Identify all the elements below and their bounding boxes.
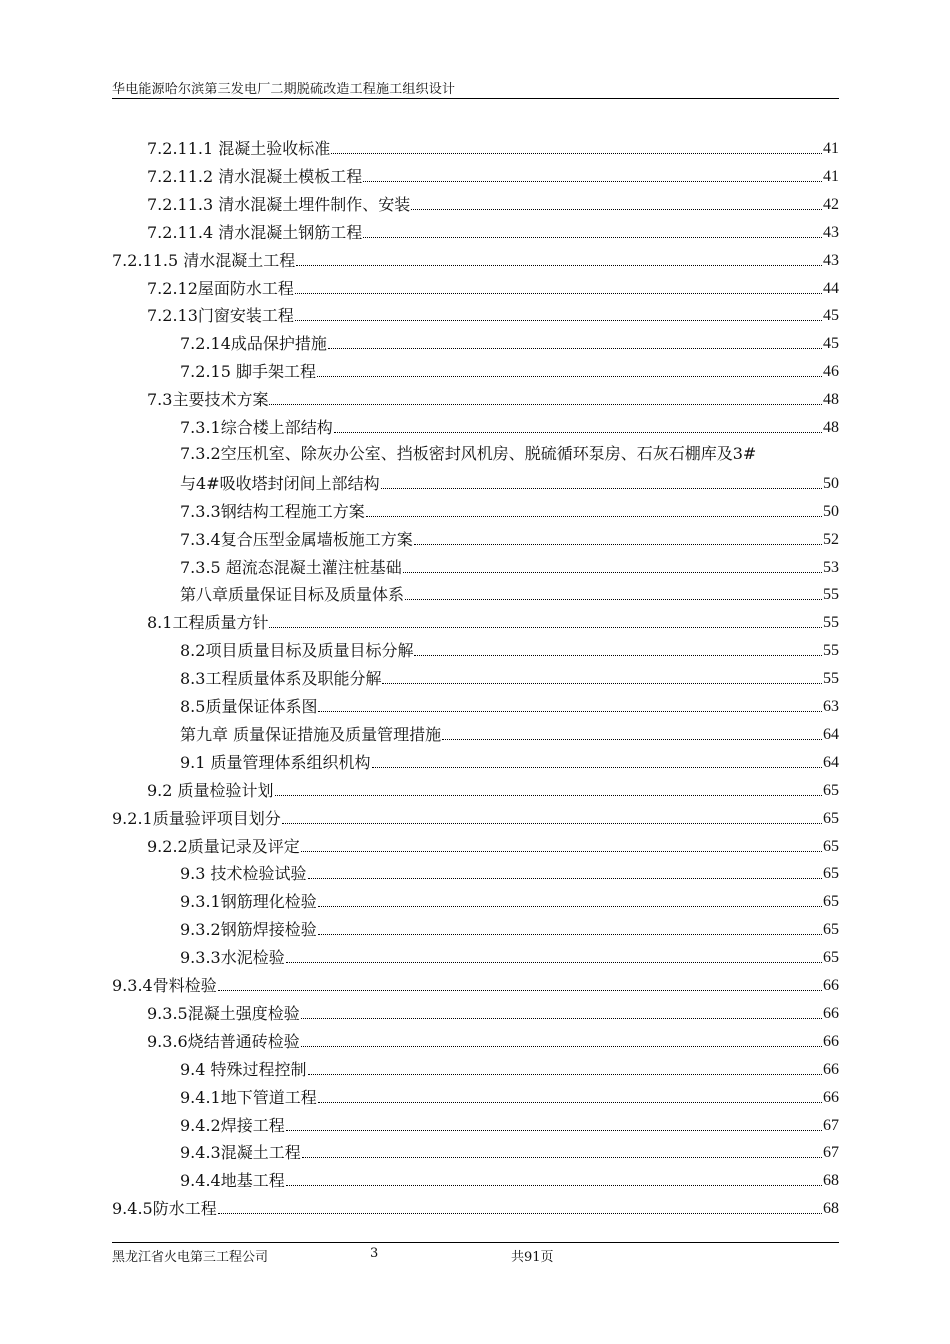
toc-entry-text: 9.4.1地下管道工程 [180, 1087, 317, 1107]
toc-entry[interactable] [147, 164, 839, 188]
toc-dot-leader [269, 403, 822, 405]
toc-dot-leader [318, 1101, 822, 1103]
toc-entry-text: 9.2.2质量记录及评定 [147, 836, 300, 856]
toc-entry-text: 9.2.1质量验评项目划分 [112, 808, 281, 828]
toc-entry-text: 9.3.2钢筋焊接检验 [180, 920, 317, 940]
toc-page-number: 42 [823, 195, 839, 213]
toc-entry-text: 9.3.6烧结普通砖检验 [147, 1031, 300, 1051]
toc-entry-text: 9.3 技术检验试验 [180, 864, 307, 884]
toc-page-number: 43 [823, 223, 839, 241]
toc-entry-text: 7.3.5 超流态混凝土灌注桩基础 [180, 557, 402, 577]
toc-page-number: 43 [823, 251, 839, 269]
toc-dot-leader [328, 347, 822, 349]
toc-entry-text: 9.2 质量检验计划 [147, 780, 274, 800]
toc-page-number: 44 [823, 279, 839, 297]
toc-page-number: 45 [823, 335, 839, 353]
toc-entry[interactable] [147, 192, 839, 216]
toc-entry[interactable] [180, 917, 839, 941]
toc-dot-leader [334, 431, 822, 433]
toc-entry[interactable] [180, 750, 839, 774]
toc-entry[interactable] [180, 722, 839, 746]
toc-page-number: 66 [823, 1088, 839, 1106]
toc-entry-text: 7.3.4复合压型金属墙板施工方案 [180, 529, 413, 549]
header-rule [112, 98, 839, 99]
footer-page-number: 3 [370, 1246, 379, 1261]
toc-entry-text: 7.2.11.1 混凝土验收标准 [147, 139, 331, 158]
toc-page-number: 48 [823, 391, 839, 409]
toc-page-number: 55 [823, 670, 839, 688]
toc-page-number: 65 [823, 921, 839, 939]
toc-dot-leader [301, 1045, 822, 1047]
toc-dot-leader [218, 989, 822, 991]
toc-entry-text: 9.4.2焊接工程 [180, 1115, 285, 1135]
toc-entry-text: 8.5质量保证体系图 [180, 697, 318, 716]
toc-entry-text: 7.2.13门窗安装工程 [147, 306, 294, 326]
toc-entry-text: 7.2.11.2 清水混凝土模板工程 [147, 166, 363, 186]
toc-dot-leader [295, 319, 822, 321]
toc-entry-text: 9.4 特殊过程控制 [180, 1059, 307, 1079]
toc-dot-leader [296, 264, 822, 266]
toc-page-number: 48 [823, 419, 839, 436]
toc-page-number: 67 [823, 1116, 839, 1134]
toc-entry-text: 7.3主要技术方案 [147, 390, 269, 410]
toc-page-number: 41 [823, 167, 839, 185]
toc-entry[interactable] [180, 331, 839, 355]
toc-entry[interactable] [180, 555, 839, 579]
toc-entry[interactable] [147, 1001, 839, 1025]
footer-total-pages: 共91页 [511, 1250, 554, 1265]
toc-dot-leader [442, 738, 822, 740]
toc-entry[interactable] [180, 1140, 839, 1164]
toc-entry[interactable] [112, 248, 839, 272]
toc-page-number: 46 [823, 363, 839, 381]
toc-page-number: 66 [823, 1004, 839, 1022]
toc-page-number: 41 [823, 140, 839, 157]
toc-entry[interactable] [180, 499, 839, 523]
toc-entry[interactable] [147, 834, 839, 858]
toc-dot-leader [318, 933, 822, 935]
toc-dot-leader [382, 682, 822, 684]
toc-dot-leader [331, 152, 822, 154]
toc-dot-leader [318, 710, 822, 712]
toc-page-number: 68 [823, 1200, 839, 1218]
toc-entry[interactable] [147, 387, 839, 411]
toc-entry-text: 9.4.3混凝土工程 [180, 1143, 301, 1163]
toc-page-number: 65 [823, 809, 839, 827]
toc-dot-leader [286, 1129, 822, 1131]
toc-dot-leader [308, 877, 822, 879]
toc-page-number: 67 [823, 1144, 839, 1162]
toc-dot-leader [301, 1017, 822, 1019]
toc-entry[interactable] [180, 582, 839, 606]
page-header: 华电能源哈尔滨第三发电厂二期脱硫改造工程施工组织设计 [112, 82, 456, 97]
toc-entry-text: 9.4.5防水工程 [112, 1199, 217, 1219]
toc-entry-text: 7.3.3钢结构工程施工方案 [180, 501, 365, 521]
toc-entry[interactable] [147, 276, 839, 300]
toc-entry[interactable] [180, 415, 839, 439]
toc-dot-leader [403, 571, 822, 573]
footer-rule [112, 1242, 839, 1243]
toc-entry-text: 7.2.11.3 清水混凝土埋件制作、安装 [147, 194, 411, 214]
toc-entry-text: 7.2.11.4 清水混凝土钢筋工程 [147, 222, 363, 242]
toc-dot-leader [363, 236, 822, 238]
toc-page-number: 65 [823, 893, 839, 911]
toc-page-number: 68 [823, 1172, 839, 1190]
toc-entry[interactable] [180, 945, 839, 969]
toc-dot-leader [405, 598, 822, 600]
toc-entry-text-line1: 7.3.2空压机室、除灰办公室、挡板密封风机房、脱硫循环泵房、石灰石棚库及3# [180, 443, 757, 463]
toc-dot-leader [286, 1184, 822, 1186]
toc-entry[interactable] [180, 889, 839, 913]
toc-entry[interactable] [112, 806, 839, 830]
toc-entry[interactable] [180, 638, 839, 662]
toc-entry[interactable] [180, 1113, 839, 1137]
toc-entry-text: 第九章 质量保证措施及质量管理措施 [180, 724, 442, 744]
toc-dot-leader [366, 515, 822, 517]
toc-entry-text: 9.1 质量管理体系组织机构 [180, 752, 371, 772]
toc-page-number: 45 [823, 307, 839, 325]
toc-entry[interactable] [147, 220, 839, 244]
toc-page-number: 50 [823, 502, 839, 520]
toc-dot-leader [411, 208, 822, 210]
toc-dot-leader [286, 961, 822, 963]
toc-dot-leader [302, 1156, 822, 1158]
toc-entry[interactable] [180, 1057, 839, 1081]
toc-page-number: 65 [823, 949, 839, 967]
toc-entry-text: 第八章质量保证目标及质量体系 [180, 585, 405, 605]
toc-page-number: 52 [823, 530, 839, 548]
toc-dot-leader [282, 822, 822, 824]
toc-page-number: 64 [823, 753, 839, 771]
toc-dot-leader [381, 487, 822, 489]
toc-entry[interactable] [112, 1196, 839, 1220]
toc-entry-text: 8.2项目质量目标及质量目标分解 [180, 641, 414, 661]
toc-entry-text: 7.3.1综合楼上部结构 [180, 418, 333, 437]
toc-dot-leader [414, 654, 822, 656]
toc-entry-text: 8.1工程质量方针 [147, 613, 269, 633]
toc-entry[interactable] [180, 471, 839, 495]
toc-page-number: 55 [823, 586, 839, 604]
toc-entry[interactable] [147, 610, 839, 634]
toc-dot-leader [301, 850, 822, 852]
toc-page-number: 64 [823, 725, 839, 743]
toc-dot-leader [317, 375, 822, 377]
toc-entry[interactable] [112, 973, 839, 997]
toc-page-number: 55 [823, 614, 839, 632]
toc-entry[interactable] [147, 1029, 839, 1053]
toc-dot-leader [295, 292, 822, 294]
toc-entry-text: 9.3.4骨料检验 [112, 976, 217, 995]
toc-page-number: 66 [823, 977, 839, 994]
toc-entry-text: 与4#吸收塔封闭间上部结构 [180, 473, 380, 493]
toc-entry-text: 9.3.5混凝土强度检验 [147, 1003, 300, 1023]
toc-entry[interactable] [180, 1168, 839, 1192]
toc-dot-leader [269, 626, 822, 628]
toc-entry-text: 7.2.12屋面防水工程 [147, 278, 294, 298]
toc-entry[interactable] [180, 666, 839, 690]
toc-entry-text: 8.3工程质量体系及职能分解 [180, 669, 382, 689]
toc-entry[interactable] [180, 527, 839, 551]
toc-entry[interactable] [147, 778, 839, 802]
toc-entry-text: 7.2.15 脚手架工程 [180, 362, 316, 382]
toc-entry-text: 9.4.4地基工程 [180, 1171, 285, 1191]
toc-entry[interactable] [180, 694, 839, 718]
toc-dot-leader [275, 794, 822, 796]
toc-page-number: 66 [823, 1032, 839, 1050]
toc-page-number: 66 [823, 1060, 839, 1078]
toc-page-number: 50 [823, 474, 839, 492]
toc-entry[interactable] [180, 861, 839, 885]
toc-dot-leader [318, 905, 822, 907]
toc-entry-text: 7.2.11.5 清水混凝土工程 [112, 250, 296, 270]
toc-dot-leader [372, 766, 822, 768]
toc-page-number: 55 [823, 642, 839, 660]
toc-entry-text: 9.3.1钢筋理化检验 [180, 892, 317, 912]
toc-dot-leader [218, 1212, 822, 1214]
toc-entry[interactable] [180, 359, 839, 383]
toc-dot-leader [414, 543, 822, 545]
toc-dot-leader [308, 1073, 822, 1075]
footer-company: 黑龙江省火电第三工程公司 [112, 1250, 269, 1265]
toc-dot-leader [363, 180, 822, 182]
toc-page-number: 63 [823, 698, 839, 715]
toc-entry[interactable] [147, 303, 839, 327]
toc-page-number: 65 [823, 837, 839, 855]
toc-page-number: 53 [823, 558, 839, 576]
toc-entry-text: 9.3.3水泥检验 [180, 948, 285, 968]
toc-page-number: 65 [823, 865, 839, 883]
toc-entry[interactable] [180, 1085, 839, 1109]
toc-entry-text: 7.2.14成品保护措施 [180, 334, 327, 354]
toc-page-number: 65 [823, 781, 839, 799]
toc-entry[interactable] [147, 136, 839, 160]
